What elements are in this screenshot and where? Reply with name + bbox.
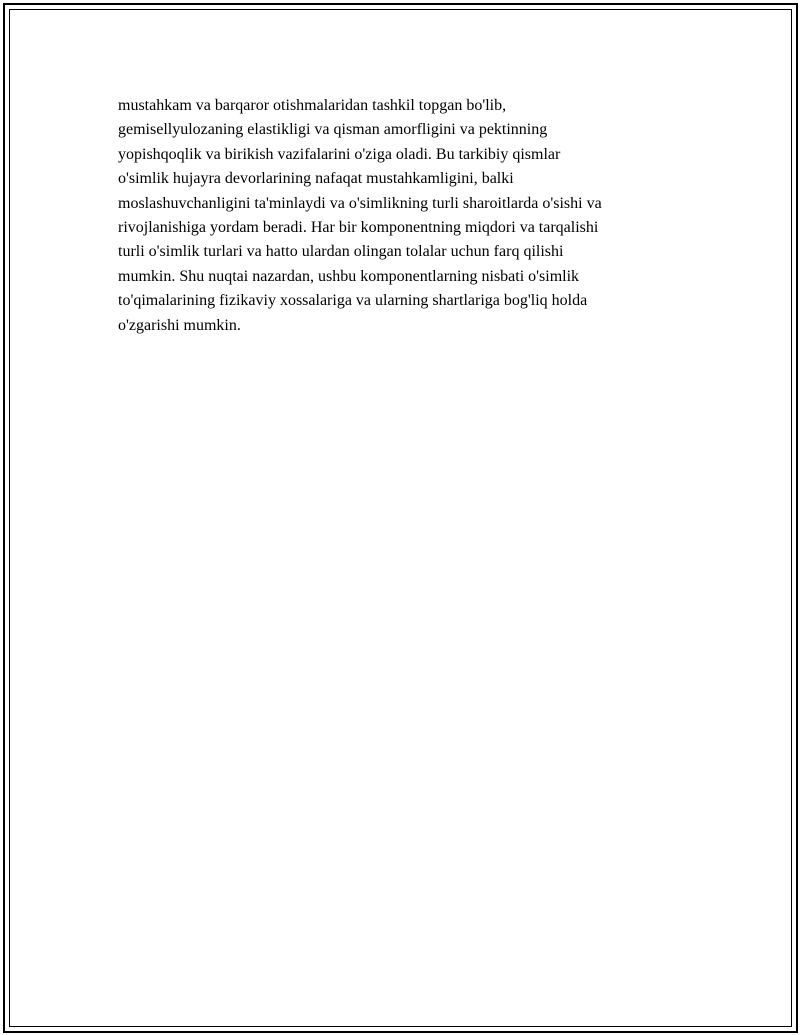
- paragraph-line: mumkin. Shu nuqtai nazardan, ushbu komponentlarning nisbati o'simlik: [118, 267, 580, 285]
- paragraph-line: turli o'simlik turlari va hatto ulardan olingan tolalar uchun farq qilishi: [118, 243, 564, 261]
- paragraph-line: yopishqoqlik va birikish vazifalarini o'ziga oladi. Bu tarkibiy qismlar: [118, 145, 561, 163]
- paragraph-line: to'qimalarining fizikaviy xossalariga va ularning shartlariga bog'liq holda: [118, 292, 588, 310]
- paragraph-line: o'zgarishi mumkin.: [118, 316, 241, 334]
- paragraph-line: o'simlik hujayra devorlarining nafaqat mustahkamligini, balki: [118, 170, 514, 188]
- paragraph-line: gemisellyulozaning elastikligi va qisman amorfligini va pektinning: [118, 121, 548, 139]
- paragraph-line: mustahkam va barqaror otishmalaridan tashkil topgan bo'lib,: [118, 97, 507, 114]
- body-paragraph: [118, 94, 678, 338]
- paragraph-line: rivojlanishiga yordam beradi. Har bir komponentning miqdori va tarqalishi: [118, 219, 599, 237]
- paragraph-line: moslashuvchanligini ta'minlaydi va o'simlikning turli sharoitlarda o'sishi va: [118, 194, 602, 212]
